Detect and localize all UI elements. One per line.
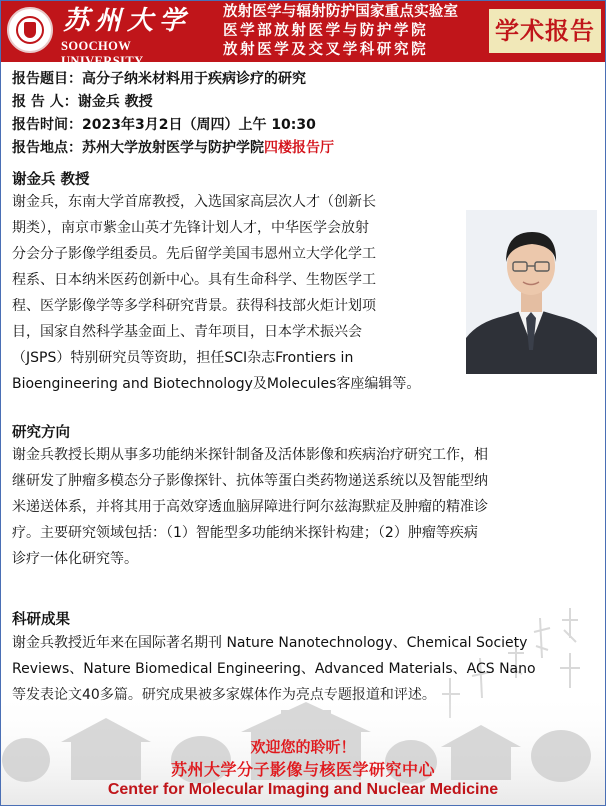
topic-label: 报告题目： — [12, 71, 82, 87]
bio-line: 分会分子影像学组委员。先后留学美国韦恩州立大学化学工 — [12, 246, 376, 262]
achievement-line: Reviews、Nature Biomedical Engineering、Advanced Materials、ACS Nano — [12, 661, 536, 677]
research-line: 诊疗一体化研究等。 — [12, 551, 138, 567]
bio-line: （JSPS）特别研究员等资助，担任SCI杂志Frontiers in — [12, 350, 354, 366]
lab-name-line: 医学部放射医学与防护学院 — [223, 23, 429, 39]
research-line: 继研发了肿瘤多模态分子影像探针、抗体等蛋白类药物递送系统以及智能型纳 — [12, 473, 488, 489]
bio-line: Bioengineering and Biotechnology及Molecules客座编辑等。 — [12, 376, 421, 392]
bio-line: 期类），南京市紫金山英才先锋计划人才，中华医学会放射 — [12, 220, 369, 236]
achievements-heading: 科研成果 — [12, 612, 70, 628]
location-label: 报告地点： — [12, 140, 82, 156]
logo-english-name: SOOCHOW UNIVERSITY — [61, 39, 144, 68]
center-name-cn: 苏州大学分子影像与核医学研究中心 — [170, 760, 435, 779]
logo-chinese-name: 苏州大学 — [63, 6, 192, 36]
research-paragraph — [12, 442, 488, 572]
location-room: 四楼报告厅 — [264, 140, 334, 156]
lab-names — [223, 3, 491, 60]
poster-title: 学术报告 — [495, 17, 595, 45]
info-speaker — [12, 91, 153, 111]
speaker-portrait — [466, 210, 597, 374]
header-banner — [1, 1, 605, 68]
bio-line: 目，国家自然科学基金面上、青年项目，日本学术振兴会 — [12, 324, 362, 340]
bio-line: 程、医学影像学等多学科研究背景。获得科技部火炬计划项 — [12, 298, 376, 314]
time-label: 报告时间： — [12, 117, 82, 133]
info-time — [12, 114, 316, 134]
center-name-en: Center for Molecular Imaging and Nuclear Medicine — [107, 781, 499, 798]
title-badge — [489, 9, 601, 53]
time-value: 2023年3月2日（周四）上午 10:30 — [82, 117, 316, 133]
speaker-value: 谢金兵 教授 — [77, 94, 153, 110]
research-line: 米递送体系，并将其用于高效穿透血脑屏障进行阿尔兹海默症及肿瘤的精准诊 — [12, 499, 488, 515]
location-value: 苏州大学放射医学与防护学院 — [82, 140, 264, 156]
info-topic — [12, 68, 306, 88]
university-seal-icon — [7, 7, 53, 53]
research-heading: 研究方向 — [12, 425, 70, 441]
achievement-line: 谢金兵教授近年来在国际著名期刊 Nature Nanotechnology、Chemical Society — [12, 635, 528, 651]
university-logo — [7, 5, 215, 68]
lab-name-line: 放射医学与辐射防护国家重点实验室 — [223, 4, 459, 20]
speaker-label: 报 告 人： — [12, 94, 78, 110]
topic-value: 高分子纳米材料用于疾病诊疗的研究 — [82, 71, 306, 87]
bio-line: 程系、日本纳米医药创新中心。具有生命科学、生物医学工 — [12, 272, 376, 288]
info-location — [12, 137, 334, 157]
welcome-text: 欢迎您的聆听！ — [250, 738, 356, 756]
lab-name-line: 放射医学及交叉学科研究院 — [223, 42, 429, 58]
bio-line: 谢金兵，东南大学首席教授，入选国家高层次人才（创新长 — [12, 194, 376, 210]
bio-paragraph — [12, 189, 420, 397]
research-line: 疗。主要研究领域包括：（1）智能型多功能纳米探针构建；（2）肿瘤等疾病 — [12, 525, 478, 541]
research-line: 谢金兵教授长期从事多功能纳米探针制备及活体影像和疾病治疗研究工作，相 — [12, 447, 488, 463]
bio-heading: 谢金兵 教授 — [12, 172, 90, 188]
